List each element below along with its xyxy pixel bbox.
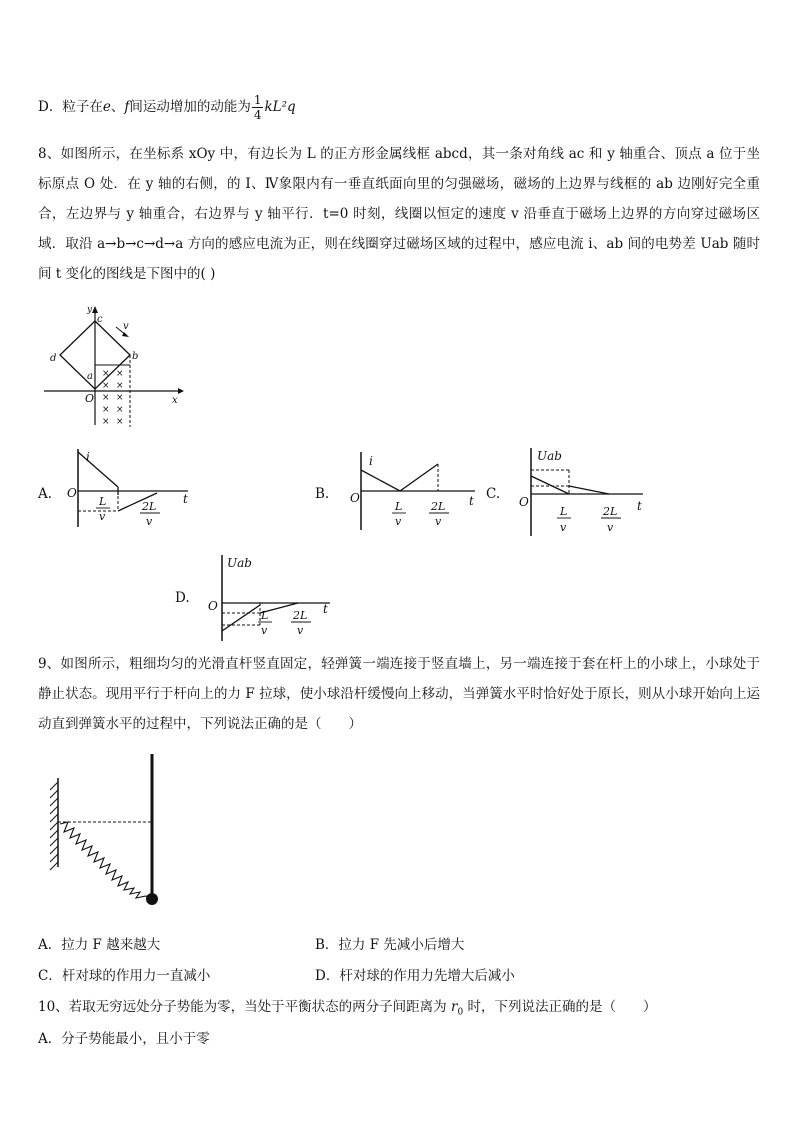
q8-figure-loop [38,305,188,430]
graph-d-tick2-den: v [297,624,304,637]
graph-c-tick2-num: 2L [603,505,618,518]
q7-optD-fraction [252,93,264,122]
graph-d-origin: O [208,599,218,613]
graph-a-tick1-den: v [99,510,106,523]
graph-d-t: t [323,602,328,616]
fraction-numerator: 1 [253,93,262,107]
graph-c-tick1-den: v [560,521,567,534]
figure-label-origin: O [85,392,95,405]
q8-option-b-graph [345,450,480,535]
graph-b-ylabel: i [369,454,373,468]
figure-label-c: c [97,314,103,325]
q10-option-a[interactable]: A．分子势能最小，且小于零 [38,1031,210,1047]
svg-text:×: × [102,417,110,427]
q7-optD-mid: 间运动增加的动能为 [129,99,251,115]
graph-b-t: t [469,494,474,508]
q9-option-b[interactable]: B．拉力 F 先减小后增大 [315,937,465,953]
graph-a-ylabel: i [86,450,90,464]
q7-optD-var1: e [102,99,111,115]
q10-stem-a: 10、若取无穷远处分子势能为零，当处于平衡状态的两分子间距离为 [38,999,451,1015]
graph-a-tick2-num: 2L [142,500,157,513]
q8-option-b-letter[interactable]: B. [315,486,330,502]
graph-c-tick1-num: L [560,505,568,518]
graph-a-tick2-den: v [146,515,153,528]
svg-text:×: × [116,393,124,403]
figure-label-d: d [50,353,57,364]
q7-optD-expr: kL²q [264,99,296,115]
graph-c-origin: O [519,495,529,509]
q9-option-c[interactable]: C．杆对球的作用力一直减小 [38,968,211,984]
q7-optD-var2: f [124,99,130,115]
q10-stem-sub: 0 [457,1007,464,1018]
graph-c-ylabel: Uab [537,449,562,463]
q10-stem [38,998,656,1022]
q8-option-c-letter[interactable]: C. [486,486,501,502]
figure-label-v: v [123,321,129,332]
q9-option-d[interactable]: D．杆对球的作用力先增大后减小 [315,968,515,984]
graph-b-tick1-den: v [395,515,402,528]
q8-stem: 8、如图所示，在坐标系 xOy 中，有边长为 L 的正方形金属线框 abcd，其一条对角线 ac 和 y 轴重合、顶点 a 位于坐标原点 O 处．在 y 轴的右侧，的 I、Ⅳ象限内有一垂直纸面向里的匀强磁场，磁场的上边界与线框的 ab 边刚好完全重合，左边界与 y 轴重合，右边界与 y 轴平行．t=0 时刻，线圈以恒定的速度 v 沿垂直于磁场上边界的方向穿过磁场区域．取沿 a→b→c→d→a 方向的感应电流为正，则在线圈穿过磁场区域的过程中，感应电流 i、ab 间的电势差 Uab 随时间 t 变化的图线是下图中的( ) [38,146,760,282]
svg-text:×: × [102,381,110,391]
fraction-denominator: 4 [253,108,262,122]
q8-option-d-letter[interactable]: D. [175,590,190,606]
figure-label-y: y [87,305,93,315]
graph-d-tick1-num: L [261,609,269,622]
graph-c-tick2-den: v [607,521,614,534]
svg-text:×: × [116,381,124,391]
figure-label-a: a [87,371,93,382]
graph-d-tick2-num: 2L [293,609,308,622]
graph-b-tick1-num: L [395,500,403,513]
q8-option-a-graph [62,447,192,532]
svg-text:×: × [116,417,124,427]
graph-b-tick2-num: 2L [431,500,446,513]
q7-optD-prefix: D．粒子在 [38,99,103,115]
graph-a-tick1-num: L [99,495,107,508]
graph-a-origin: O [67,486,77,500]
svg-text:×: × [116,369,124,379]
svg-text:×: × [102,369,110,379]
graph-b-origin: O [350,491,360,505]
q9-option-a[interactable]: A．拉力 F 越来越大 [38,937,161,953]
graph-c-t: t [637,499,642,513]
graph-b-tick2-den: v [435,515,442,528]
graph-d-ylabel: Uab [227,556,252,570]
q8-option-d-graph [205,553,335,643]
q10-stem-b: 时，下列说法正确的是（ ） [463,999,657,1015]
graph-d-tick1-den: v [261,624,268,637]
q7-optD-sep: 、 [110,99,125,115]
graph-a-t: t [183,492,188,506]
q8-option-c-graph [515,446,650,538]
svg-text:×: × [116,405,124,415]
svg-text:×: × [102,393,110,403]
figure-label-b: b [132,351,139,362]
q9-figure-spring-rod [40,752,170,917]
q7-option-d [38,93,296,122]
q8-option-a-letter[interactable]: A. [38,486,53,502]
q9-stem: 9、如图所示，粗细均匀的光滑直杆竖直固定，轻弹簧一端连接于竖直墙上，另一端连接于套在杆上的小球上，小球处于静止状态。现用平行于杆向上的力 F 拉球，使小球沿杆缓慢向上移动，当弹簧水平时恰好处于原长，则从小球开始向上运动直到弹簧水平的过程中，下列说法正确的是（ ） [38,656,760,732]
q10-stem-var: r [450,999,458,1015]
figure-label-x: x [172,395,178,406]
svg-text:×: × [102,405,110,415]
